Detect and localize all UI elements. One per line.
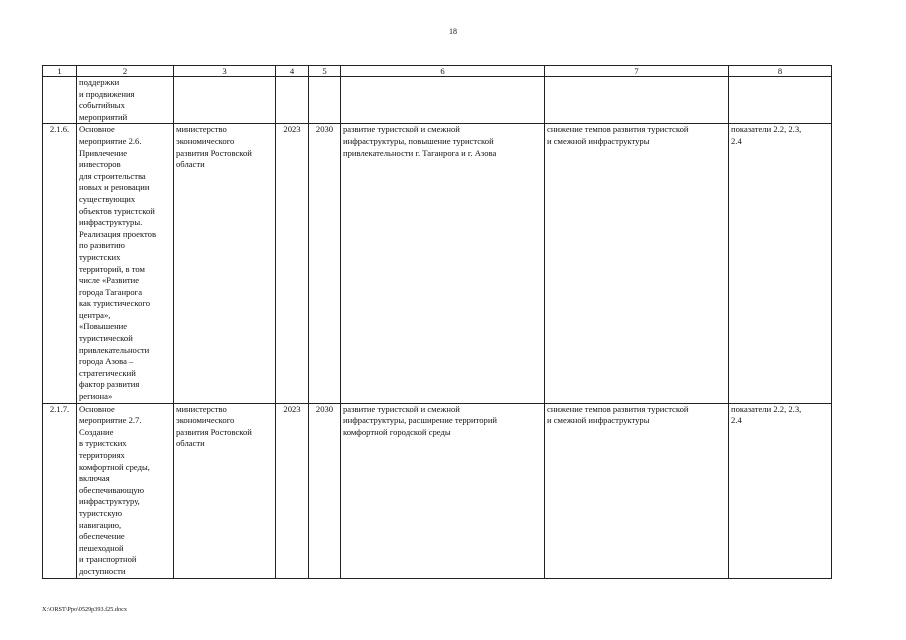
column-header: 3 <box>174 66 276 77</box>
cell-text-line: развития Ростовской <box>176 147 252 158</box>
column-number-row <box>43 66 832 77</box>
cell-text-line: пешеходной <box>79 542 124 553</box>
start-year-cell <box>276 77 309 124</box>
activity-name-cell <box>77 403 174 578</box>
cell-text-line: инвесторов <box>79 159 121 170</box>
table-row <box>43 124 832 403</box>
cell-text-line: Основное <box>79 403 115 414</box>
cell-text-line: привлекательности г. Таганрога и г. Азова <box>343 147 497 158</box>
cell-text-line: Привлечение <box>79 147 128 158</box>
cell-text-line: Реализация проектов <box>79 228 157 239</box>
page-number: 18 <box>449 27 457 36</box>
end-year-cell: 2030 <box>309 124 341 403</box>
cell-text-line: навигацию, <box>79 519 122 530</box>
start-year-cell: 2023 <box>276 403 309 578</box>
cell-text-line: комфортной городской среды <box>343 426 451 437</box>
cell-text-line: показатели 2.2, 2.3, <box>731 403 802 414</box>
activity-name-cell <box>77 77 174 124</box>
cell-text-line: объектов туристской <box>79 205 155 216</box>
column-header: 5 <box>309 66 341 77</box>
cell-text-line: развития Ростовской <box>176 426 252 437</box>
cell-text-line: центра», <box>79 309 111 320</box>
cell-text-line: области <box>176 159 205 170</box>
cell-text-line: инфраструктуру, <box>79 496 140 507</box>
cell-text-line: как туристического <box>79 298 150 309</box>
cell-text-line: показатели 2.2, 2.3, <box>731 124 802 135</box>
cell-text-line: развитие туристской и смежной <box>343 403 460 414</box>
cell-text-line: и транспортной <box>79 554 137 565</box>
consequence-cell <box>545 124 729 403</box>
consequence-cell <box>545 77 729 124</box>
cell-text-line: комфортной среды, <box>79 461 150 472</box>
cell-text-line: доступности <box>79 565 126 576</box>
activity-name-cell <box>77 124 174 403</box>
cell-text-line: города Таганрога <box>79 286 143 297</box>
executor-cell <box>174 77 276 124</box>
cell-text-line: и продвижения <box>79 88 135 99</box>
column-header: 4 <box>276 66 309 77</box>
cell-text-line: экономического <box>176 135 235 146</box>
cell-text-line: региона» <box>79 391 113 402</box>
cell-text-line: новых и реновации <box>79 182 150 193</box>
cell-text-line: привлекательности <box>79 344 150 355</box>
indicator-link-cell <box>729 403 832 578</box>
cell-text-line: мероприятие 2.7. <box>79 415 142 426</box>
cell-text-line: экономического <box>176 415 235 426</box>
cell-text-line: туристских <box>79 251 121 262</box>
cell-text-line: «Повышение <box>79 321 128 332</box>
cell-text-line: мероприятий <box>79 111 128 122</box>
cell-text-line: для строительства <box>79 170 146 181</box>
table-row <box>43 403 832 578</box>
end-year-cell <box>309 77 341 124</box>
cell-text-line: развитие туристской и смежной <box>343 124 460 135</box>
end-year-cell: 2030 <box>309 403 341 578</box>
cell-text-line: инфраструктуры, расширение территорий <box>343 415 498 426</box>
cell-text-line: по развитию <box>79 240 125 251</box>
table-row <box>43 77 832 124</box>
cell-text-line: фактор развития <box>79 379 140 390</box>
executor-cell <box>174 403 276 578</box>
cell-text-line: города Азова – <box>79 356 134 367</box>
cell-text-line: обеспечение <box>79 531 125 542</box>
cell-text-line: и смежной инфраструктуры <box>547 135 650 146</box>
cell-text-line: министерство <box>176 403 227 414</box>
cell-text-line: существующих <box>79 193 136 204</box>
cell-text-line: министерство <box>176 124 227 135</box>
column-header: 8 <box>729 66 832 77</box>
cell-text-line: области <box>176 438 205 449</box>
column-header: 6 <box>341 66 545 77</box>
cell-text-line: территорий, в том <box>79 263 145 274</box>
cell-text-line: 2.4 <box>731 415 742 426</box>
cell-text-line: инфраструктуры, повышение туристской <box>343 135 494 146</box>
consequence-cell <box>545 403 729 578</box>
cell-text-line: туристскую <box>79 507 123 518</box>
indicator-link-cell <box>729 124 832 403</box>
column-header: 1 <box>43 66 77 77</box>
program-table <box>42 65 832 579</box>
expected-result-cell <box>341 403 545 578</box>
cell-text-line: и смежной инфраструктуры <box>547 415 650 426</box>
cell-text-line: стратегический <box>79 367 136 378</box>
cell-text-line: включая <box>79 473 110 484</box>
cell-text-line: мероприятие 2.6. <box>79 135 142 146</box>
cell-text-line: Создание <box>79 426 114 437</box>
cell-text-line: обеспечивающую <box>79 484 145 495</box>
column-header: 2 <box>77 66 174 77</box>
cell-text-line: событийных <box>79 100 125 111</box>
row-number-cell: 2.1.7. <box>43 403 77 578</box>
column-header: 7 <box>545 66 729 77</box>
expected-result-cell <box>341 77 545 124</box>
file-path-footer: X:\ORST\Ppo\0529p393.f25.docx <box>42 606 127 613</box>
cell-text-line: туристической <box>79 333 133 344</box>
cell-text-line: снижение темпов развития туристской <box>547 124 689 135</box>
cell-text-line: Основное <box>79 124 115 135</box>
cell-text-line: числе «Развитие <box>79 275 140 286</box>
cell-text-line: снижение темпов развития туристской <box>547 403 689 414</box>
expected-result-cell <box>341 124 545 403</box>
cell-text-line: 2.4 <box>731 135 742 146</box>
cell-text-line: территориях <box>79 450 125 460</box>
start-year-cell: 2023 <box>276 124 309 403</box>
row-number-cell <box>43 77 77 124</box>
cell-text-line: поддержки <box>79 77 120 87</box>
executor-cell <box>174 124 276 403</box>
cell-text-line: в туристских <box>79 438 127 449</box>
indicator-link-cell <box>729 77 832 124</box>
cell-text-line: инфраструктуры. <box>79 217 143 228</box>
row-number-cell: 2.1.6. <box>43 124 77 403</box>
